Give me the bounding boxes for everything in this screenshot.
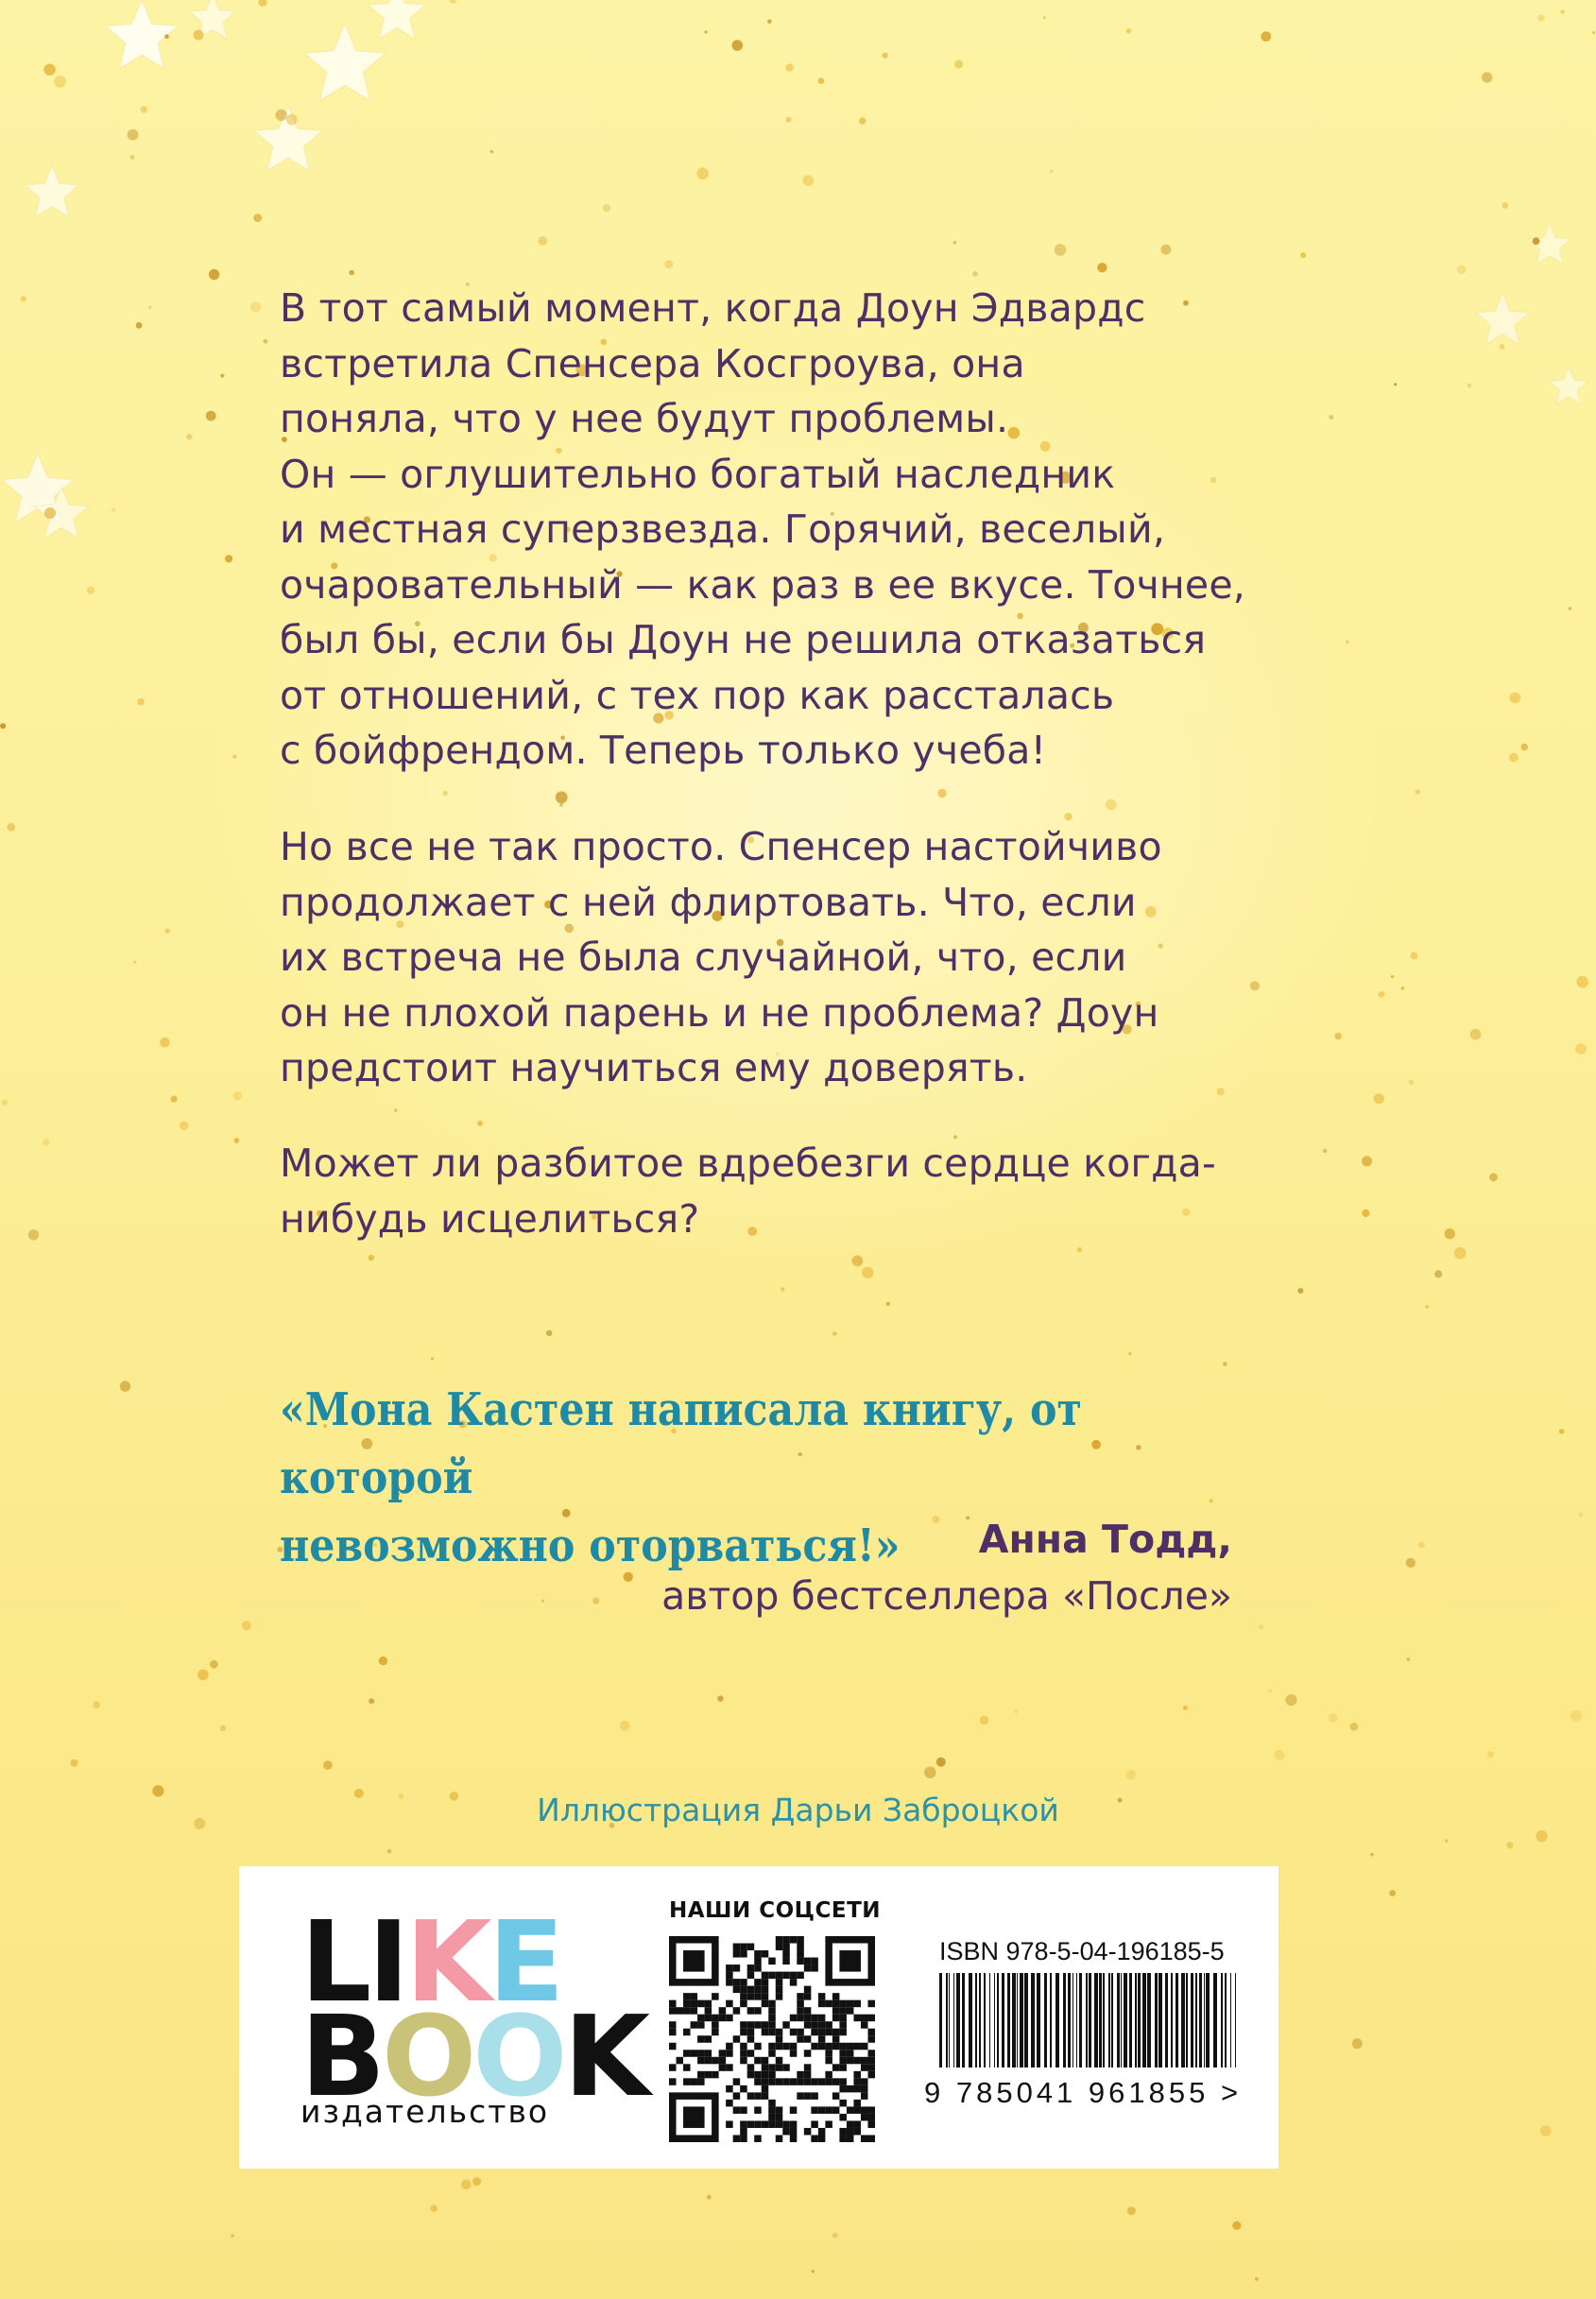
speckle	[128, 129, 139, 141]
speckle	[258, 0, 266, 7]
speckle	[461, 2180, 472, 2190]
speckle	[832, 2233, 838, 2239]
speckle	[851, 1255, 863, 1266]
speckle	[431, 2205, 438, 2211]
logo-letter-k2: K	[563, 1991, 647, 2121]
blurb-paragraph-1: В тот самый момент, когда Доун Эдвардс встретила Спенсера Косгроува, она поняла, что у нее будут проблемы. Он — оглушительно богатый наследник и местная суперзвезда. Горячий, веселый, очаровательный — как раз в ее вкусе. Точнее, был бы, если бы Доун не решила отказаться от отношений, с тех пор как рассталась с бойфрендом. Теперь только учеба!	[280, 285, 1246, 773]
speckle	[120, 1381, 130, 1391]
speckle	[210, 1660, 218, 1669]
speckle	[785, 63, 794, 72]
speckle	[886, 1302, 890, 1306]
speckle	[1533, 237, 1540, 245]
speckle	[972, 271, 978, 277]
speckle	[186, 434, 192, 439]
speckle	[171, 1096, 178, 1103]
speckle	[220, 374, 224, 378]
speckle	[1406, 1558, 1416, 1568]
speckle	[1521, 744, 1528, 750]
speckle	[1502, 202, 1509, 209]
speckle	[541, 1600, 544, 1603]
speckle	[704, 30, 707, 33]
speckle	[1391, 975, 1394, 978]
speckle	[802, 175, 814, 186]
speckle	[1128, 1352, 1132, 1356]
speckle	[1379, 991, 1385, 998]
speckle	[1537, 14, 1544, 21]
speckle	[781, 1287, 784, 1291]
speckle	[980, 1716, 989, 1725]
speckle	[1467, 384, 1472, 388]
speckle	[1350, 1723, 1359, 1731]
speckle	[133, 961, 136, 964]
speckle	[1570, 1710, 1582, 1722]
star-icon	[106, 0, 178, 68]
speckle	[1401, 987, 1405, 990]
speckle	[603, 204, 610, 212]
speckle	[1255, 2277, 1259, 2281]
speckle	[164, 34, 169, 39]
star-icon	[1476, 293, 1530, 344]
speckle	[1500, 344, 1505, 350]
publisher-info-panel	[239, 1866, 1279, 2169]
speckle	[859, 117, 867, 125]
speckle	[862, 1267, 873, 1278]
speckle	[209, 269, 219, 280]
speckle	[225, 555, 232, 562]
speckle	[953, 241, 957, 245]
speckle	[1457, 265, 1467, 274]
speckle	[1487, 1751, 1494, 1758]
qr-code-icon[interactable]	[669, 1936, 875, 2142]
illustration-credit: Иллюстрация Дарьи Заброцкой	[537, 1792, 1059, 1828]
speckle	[44, 507, 56, 519]
isbn-label: ISBN 978-5-04-196185-5	[939, 1937, 1225, 1965]
speckle	[1445, 1839, 1449, 1843]
speckle	[349, 270, 354, 276]
speckle	[43, 1139, 49, 1145]
logo-letter-o1: O	[381, 1991, 473, 2121]
speckle	[1509, 693, 1520, 704]
speckle	[818, 77, 825, 84]
speckle	[21, 296, 26, 301]
logo-letter-b: B	[300, 1991, 382, 2121]
barcode-icon	[939, 1973, 1242, 2067]
speckle	[323, 1760, 333, 1770]
speckle	[490, 150, 494, 154]
speckle	[71, 1759, 78, 1767]
speckle	[231, 2234, 234, 2238]
speckle	[1261, 31, 1271, 42]
speckle	[275, 110, 286, 121]
speckle	[1434, 1270, 1442, 1278]
speckle	[936, 1758, 946, 1767]
speckle	[1445, 1228, 1455, 1239]
speckle	[556, 791, 568, 803]
speckle	[148, 306, 151, 309]
speckle	[1106, 799, 1117, 811]
speckle	[369, 1698, 374, 1704]
speckle	[443, 791, 448, 796]
speckle	[194, 30, 204, 41]
speckle	[28, 1229, 39, 1240]
speckle	[1370, 1853, 1374, 1857]
logo-letter-e: E	[488, 1896, 561, 2027]
speckle	[1482, 72, 1492, 82]
speckle	[1346, 641, 1348, 643]
speckle	[620, 1721, 630, 1731]
speckle	[1300, 252, 1306, 258]
star-icon	[26, 165, 79, 216]
speckle	[1416, 789, 1420, 794]
speckle	[206, 411, 216, 421]
speckle	[0, 723, 6, 729]
speckle	[1575, 1043, 1587, 1055]
speckle	[379, 1656, 387, 1665]
speckle	[1269, 1690, 1272, 1692]
review-quote: «Мона Кастен написала книгу, от которой невозможно оторваться!»	[280, 1383, 1082, 1572]
speckle	[1489, 1173, 1498, 1181]
quote-author-description: автор бестселлера «После»	[661, 1573, 1232, 1619]
speckle	[559, 803, 563, 807]
speckle	[767, 19, 772, 24]
speckle	[1374, 1093, 1384, 1104]
speckle	[812, 2270, 815, 2273]
speckle	[1454, 1247, 1467, 1260]
speckle	[160, 1038, 170, 1048]
speckle	[220, 1725, 226, 1731]
speckle	[477, 1121, 483, 1126]
speckle	[883, 53, 888, 59]
speckle	[472, 2177, 481, 2186]
speckle	[1536, 1830, 1547, 1842]
speckle	[387, 1849, 391, 1853]
speckle	[197, 1670, 209, 1681]
speckle	[1223, 1362, 1227, 1365]
speckle	[546, 1330, 552, 1336]
speckle	[234, 1138, 240, 1143]
speckle	[1394, 383, 1397, 386]
speckle	[664, 260, 673, 268]
logo-letter-o2: O	[472, 1991, 564, 2121]
speckle	[1470, 1029, 1482, 1040]
speckle	[1362, 1156, 1372, 1166]
speckle	[1506, 1842, 1513, 1848]
speckle	[1540, 2125, 1552, 2136]
speckle	[1362, 1210, 1369, 1217]
speckle	[7, 823, 15, 832]
speckle	[1410, 952, 1417, 959]
speckle	[538, 236, 547, 246]
speckle	[431, 1357, 434, 1360]
speckle	[832, 1331, 836, 1335]
speckle	[707, 2195, 712, 2200]
speckle	[954, 60, 963, 68]
speckle	[87, 587, 94, 594]
speckle	[1183, 1706, 1188, 1710]
logo-letter-k: K	[405, 1896, 489, 2027]
speckle	[286, 114, 298, 126]
speckle	[1569, 607, 1572, 610]
speckle	[1352, 2038, 1363, 2049]
publisher-caption: издательство	[300, 2093, 550, 2130]
speckle	[1409, 1080, 1414, 1085]
speckle	[1126, 28, 1131, 33]
speckle	[136, 322, 143, 329]
speckle	[1210, 1499, 1213, 1502]
speckle	[394, 1108, 398, 1112]
speckle	[1509, 753, 1519, 763]
speckle	[1559, 1429, 1564, 1433]
speckle	[94, 1701, 101, 1708]
speckle	[1050, 170, 1053, 173]
speckle	[717, 1695, 723, 1701]
likebook-logo	[300, 1896, 647, 2130]
speckle	[1127, 2206, 1136, 2215]
speckle	[1389, 1890, 1396, 1896]
logo-letter-i: I	[368, 1896, 406, 2027]
speckle	[180, 1122, 189, 1131]
speckle	[1329, 1713, 1338, 1723]
blurb-paragraph-3: Может ли разбитое вдребезги сердце когда- нибудь исцелиться?	[280, 1141, 1216, 1242]
speckle	[1055, 244, 1067, 256]
speckle	[264, 339, 268, 344]
logo-letter-l: L	[300, 1896, 369, 2027]
speckle	[1285, 1694, 1296, 1706]
star-icon	[304, 24, 386, 100]
star-icon	[369, 0, 426, 39]
speckle	[786, 117, 792, 123]
speckle	[1418, 1542, 1425, 1549]
barcode-digits: 9 785041 961855 >	[924, 2076, 1243, 2109]
speckle	[1334, 1033, 1341, 1039]
speckle	[242, 1621, 251, 1630]
speckle	[253, 214, 262, 222]
speckle	[1323, 1149, 1327, 1153]
speckle	[1043, 16, 1046, 19]
social-title: НАШИ СОЦСЕТИ	[669, 1898, 882, 1923]
speckle	[54, 76, 66, 88]
speckle	[112, 507, 116, 512]
quote-author: Анна Тодд,	[978, 1517, 1232, 1562]
speckle	[2, 1099, 9, 1106]
speckle	[1077, 1247, 1082, 1252]
speckle	[937, 789, 946, 798]
speckle	[1407, 1657, 1411, 1661]
speckle	[696, 167, 709, 180]
speckle	[450, 0, 457, 4]
speckle	[1161, 245, 1172, 255]
speckle	[165, 929, 170, 934]
speckle	[250, 301, 261, 312]
speckle	[732, 40, 744, 51]
speckle	[1014, 1709, 1019, 1714]
speckle	[592, 1598, 599, 1604]
speckle	[1579, 1513, 1584, 1518]
speckle	[233, 1091, 243, 1101]
speckle	[1561, 10, 1565, 14]
speckle	[232, 755, 236, 759]
speckle	[1232, 2222, 1241, 2230]
blurb-paragraph-2: Но все не так просто. Спенсер настойчиво продолжает с ней флиртовать. Что, если их встреча не была случайной, что, если он не плохой парень и не проблема? Доун предстоит научиться ему доверять.	[280, 824, 1162, 1090]
speckle	[1425, 1305, 1429, 1309]
speckle	[1259, 1624, 1264, 1630]
speckle	[1592, 31, 1595, 34]
speckle	[1097, 263, 1107, 272]
speckle	[1297, 1288, 1303, 1294]
speckle	[1329, 415, 1333, 420]
speckle	[137, 698, 144, 705]
speckle	[43, 64, 55, 76]
speckle	[369, 1255, 374, 1261]
speckle	[1274, 1750, 1284, 1760]
speckle	[1576, 976, 1588, 988]
speckle	[1136, 1445, 1141, 1450]
speckle	[1126, 1770, 1136, 1779]
star-icon	[1549, 367, 1588, 404]
speckle	[130, 155, 135, 160]
speckle	[924, 1767, 936, 1779]
speckle	[141, 106, 147, 112]
